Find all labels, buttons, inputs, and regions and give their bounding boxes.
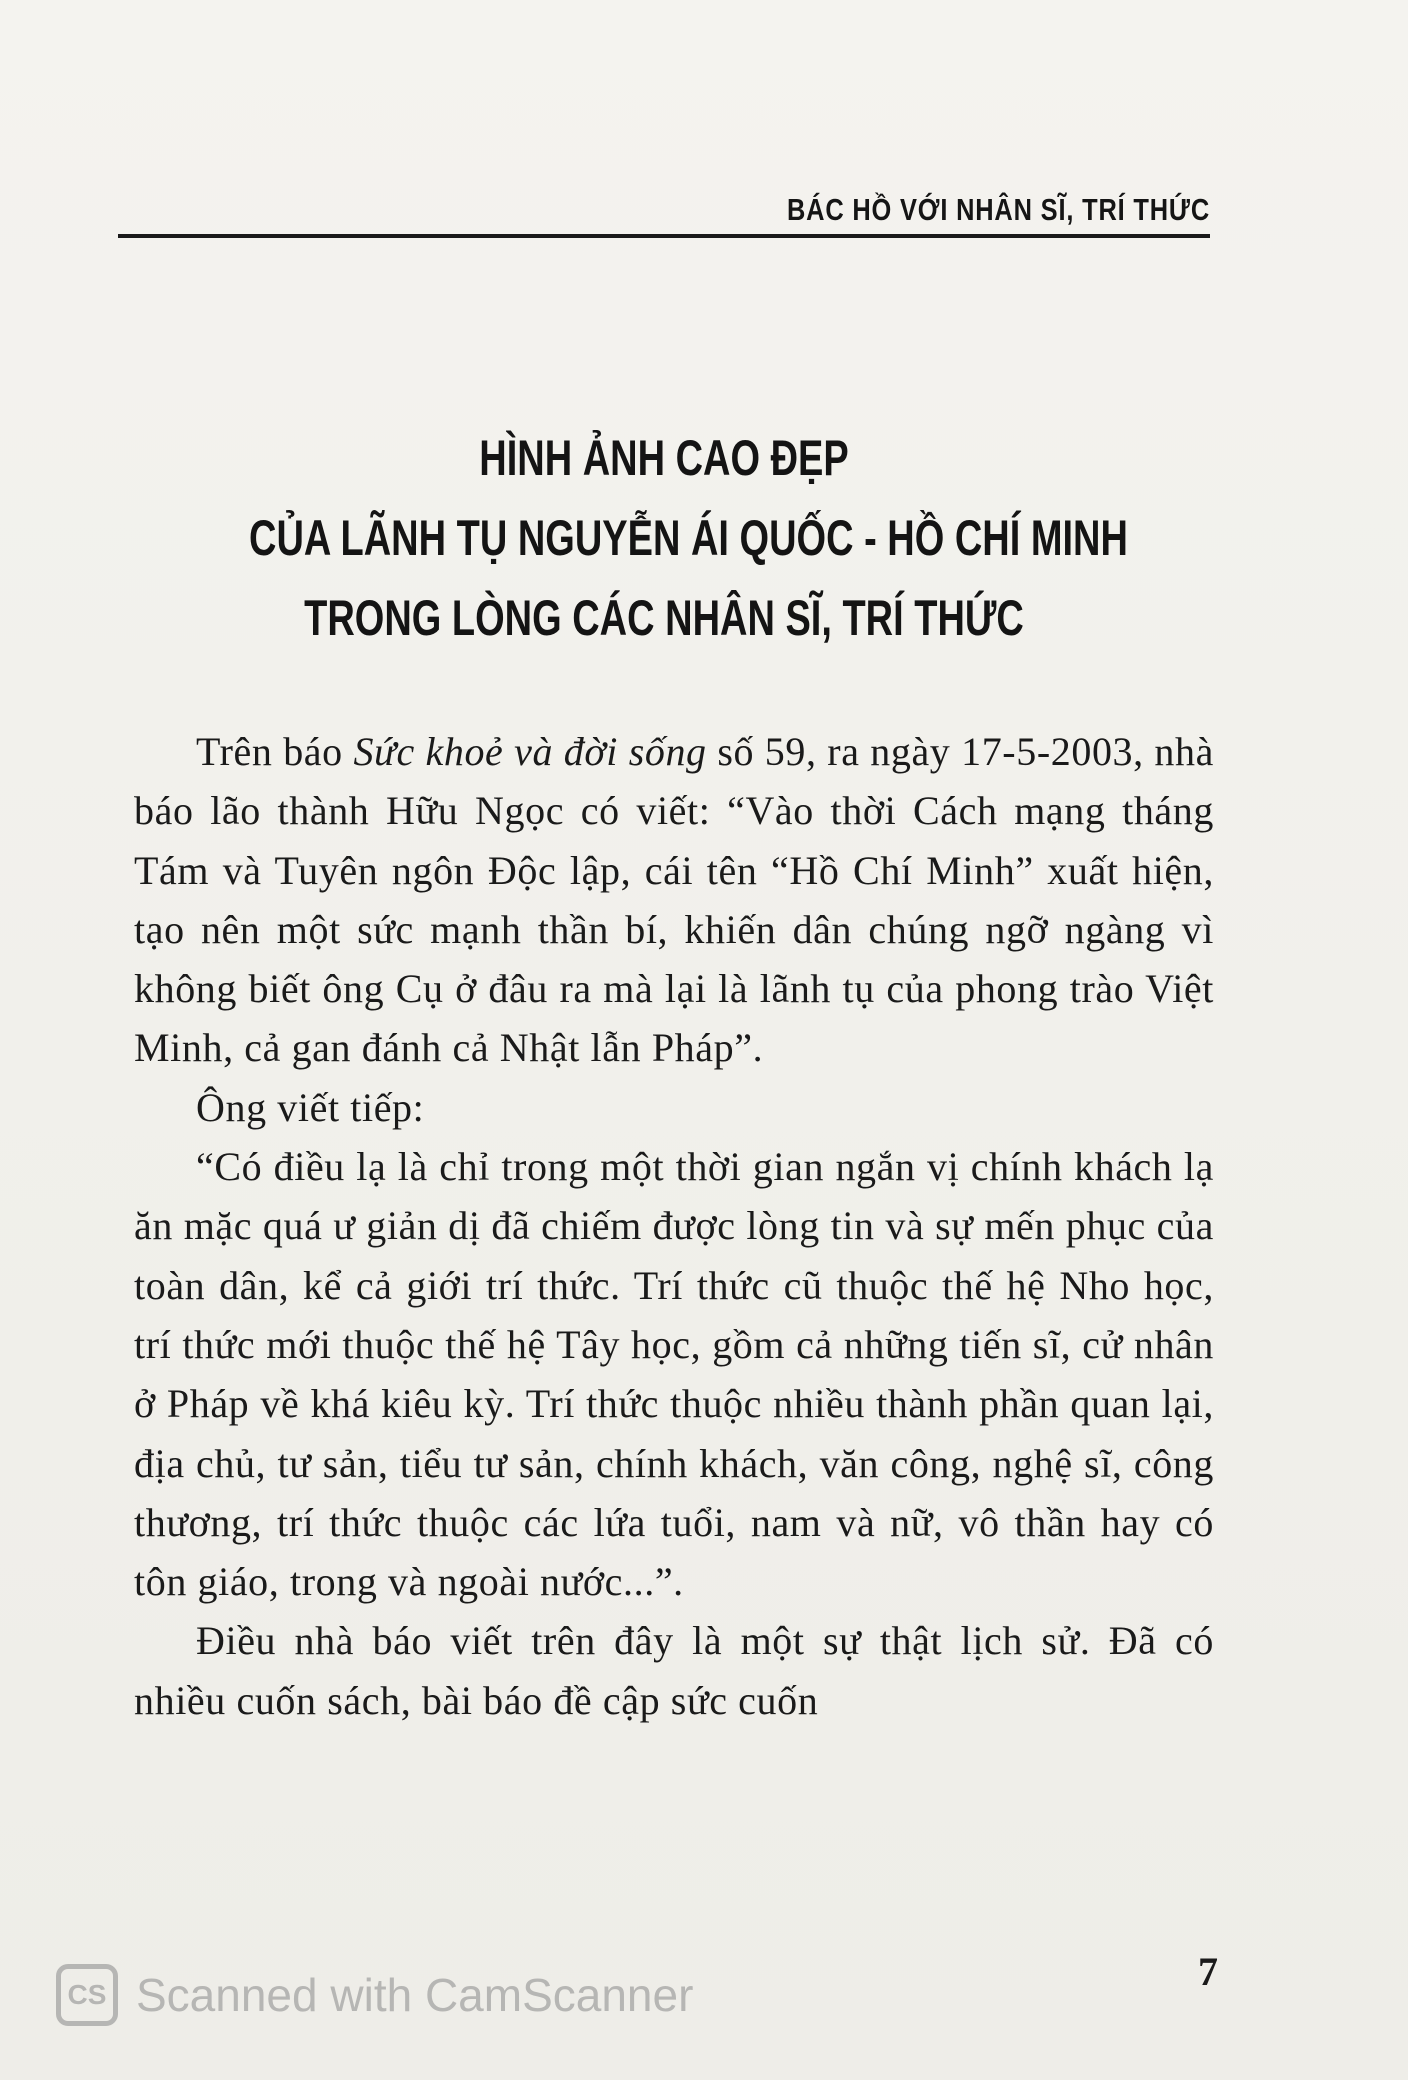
title-line-1: HÌNH ẢNH CAO ĐẸP [479, 430, 849, 486]
running-head: BÁC HỒ VỚI NHÂN SĨ, TRÍ THỨC [786, 192, 1210, 227]
p1-text-end: số 59, ra ngày 17-5-2003, nhà báo lão thành Hữu Ngọc có viết: “Vào thời Cách mạng tháng Tám và Tuyên ngôn Độc lập, cái tên “Hồ Chí Minh” xuất hiện, tạo nên một sức mạnh thần bí, khiến dân chúng ngỡ ngàng vì không biết ông Cụ ở đâu ra mà lại là lãnh tụ của phong trào Việt Minh, cả gan đánh cả Nhật lẫn Pháp”. [134, 729, 1214, 1071]
chapter-title [118, 418, 1210, 658]
paragraph-4: Điều nhà báo viết trên đây là một sự thật lịch sử. Đã có nhiều cuốn sách, bài báo đề cập sức cuốn [134, 1618, 1214, 1723]
header-rule [118, 234, 1210, 238]
camscanner-logo-icon: CS [56, 1964, 118, 2026]
newspaper-name: Sức khoẻ và đời sống [353, 729, 707, 774]
camscanner-watermark [56, 1964, 693, 2026]
watermark-text: Scanned with CamScanner [136, 1969, 694, 2021]
paragraph-3: “Có điều lạ là chỉ trong một thời gian ngắn vị chính khách lạ ăn mặc quá ư giản dị đã chiếm được lòng tin và sự mến phục của toàn dân, kể cả giới trí thức. Trí thức cũ thuộc thế hệ Nho học, trí thức mới thuộc thế hệ Tây học, gồm cả những tiến sĩ, cử nhân ở Pháp về khá kiêu kỳ. Trí thức thuộc nhiều thành phần quan lại, địa chủ, tư sản, tiểu tư sản, chính khách, văn công, nghệ sĩ, công thương, trí thức thuộc các lứa tuổi, nam và nữ, vô thần hay có tôn giáo, trong và ngoài nước...”. [134, 1144, 1214, 1605]
p1-text-start: Trên báo [196, 729, 354, 774]
page-number: 7 [1198, 1949, 1218, 1994]
title-line-3: TRONG LÒNG CÁC NHÂN SĨ, TRÍ THỨC [304, 590, 1024, 646]
title-line-2: CỦA LÃNH TỤ NGUYỄN ÁI QUỐC - HỒ CHÍ MINH [249, 510, 1128, 566]
paragraph-1 [134, 722, 1214, 1078]
paragraph-2: Ông viết tiếp: [196, 1084, 425, 1130]
body-text [134, 722, 1214, 1730]
